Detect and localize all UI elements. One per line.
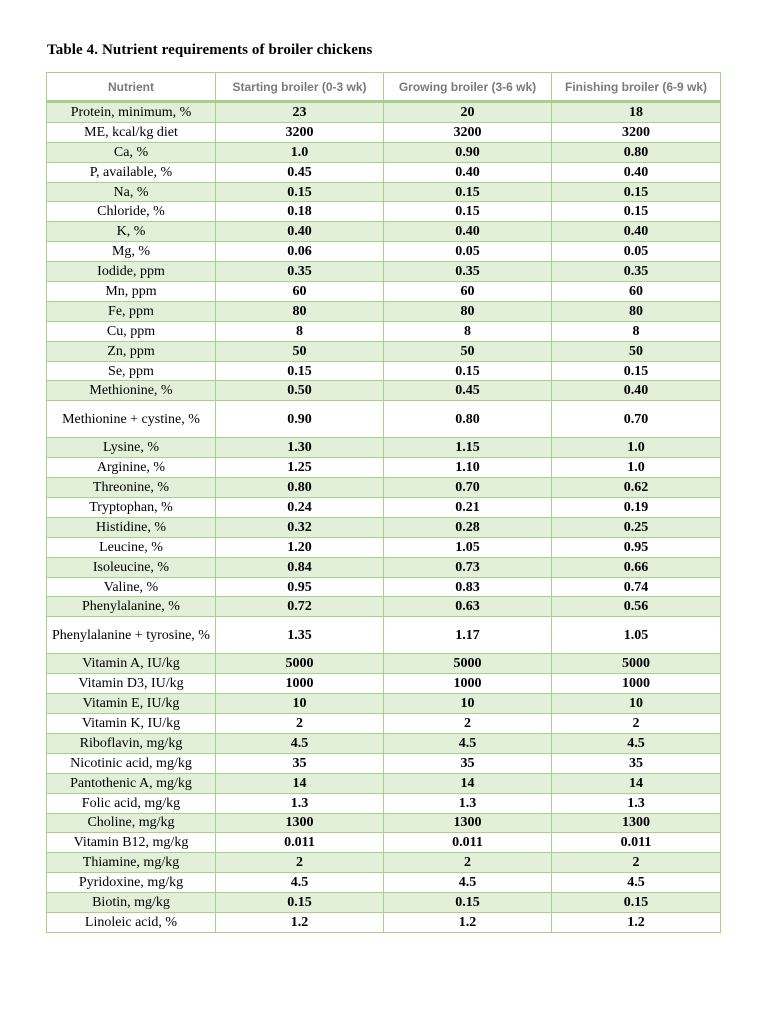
- nutrient-cell: Thiamine, mg/kg: [47, 853, 216, 873]
- starting-value: 0.32: [216, 517, 384, 537]
- table-row: [47, 773, 721, 793]
- starting-value: 1.2: [216, 912, 384, 932]
- starting-value: 0.35: [216, 262, 384, 282]
- growing-value: 0.28: [384, 517, 552, 537]
- finishing-value: 1.05: [552, 617, 721, 654]
- nutrient-cell: Chloride, %: [47, 202, 216, 222]
- growing-value: 8: [384, 321, 552, 341]
- nutrient-cell: Vitamin A, IU/kg: [47, 654, 216, 674]
- nutrient-cell: Cu, ppm: [47, 321, 216, 341]
- finishing-value: 0.15: [552, 361, 721, 381]
- nutrient-cell: Ca, %: [47, 142, 216, 162]
- header-finishing-broiler: Finishing broiler (6-9 wk): [552, 73, 721, 102]
- finishing-value: 0.011: [552, 833, 721, 853]
- starting-value: 0.84: [216, 557, 384, 577]
- nutrient-cell: Pantothenic A, mg/kg: [47, 773, 216, 793]
- nutrient-cell: Pyridoxine, mg/kg: [47, 873, 216, 893]
- nutrient-cell: Fe, ppm: [47, 301, 216, 321]
- table-row: [47, 301, 721, 321]
- growing-value: 0.80: [384, 401, 552, 438]
- table-row: [47, 853, 721, 873]
- growing-value: 0.70: [384, 478, 552, 498]
- nutrient-cell: Phenylalanine, %: [47, 597, 216, 617]
- nutrient-cell: Vitamin B12, mg/kg: [47, 833, 216, 853]
- table-row: [47, 222, 721, 242]
- finishing-value: 0.70: [552, 401, 721, 438]
- starting-value: 1.20: [216, 537, 384, 557]
- table-row: [47, 597, 721, 617]
- growing-value: 1000: [384, 674, 552, 694]
- starting-value: 5000: [216, 654, 384, 674]
- starting-value: 0.011: [216, 833, 384, 853]
- nutrient-cell: Mn, ppm: [47, 282, 216, 302]
- starting-value: 10: [216, 694, 384, 714]
- starting-value: 1.25: [216, 458, 384, 478]
- starting-value: 2: [216, 714, 384, 734]
- growing-value: 1300: [384, 813, 552, 833]
- growing-value: 0.15: [384, 202, 552, 222]
- finishing-value: 1.0: [552, 438, 721, 458]
- table-row: [47, 162, 721, 182]
- table-row: [47, 381, 721, 401]
- growing-value: 1.05: [384, 537, 552, 557]
- finishing-value: 35: [552, 753, 721, 773]
- starting-value: 4.5: [216, 873, 384, 893]
- nutrient-cell: Methionine, %: [47, 381, 216, 401]
- growing-value: 0.40: [384, 162, 552, 182]
- growing-value: 0.15: [384, 893, 552, 913]
- finishing-value: 0.35: [552, 262, 721, 282]
- table-row: [47, 282, 721, 302]
- finishing-value: 18: [552, 102, 721, 123]
- growing-value: 1.15: [384, 438, 552, 458]
- starting-value: 1.30: [216, 438, 384, 458]
- starting-value: 1000: [216, 674, 384, 694]
- growing-value: 4.5: [384, 873, 552, 893]
- table-row: [47, 182, 721, 202]
- nutrient-cell: K, %: [47, 222, 216, 242]
- finishing-value: 0.95: [552, 537, 721, 557]
- nutrient-cell: Leucine, %: [47, 537, 216, 557]
- starting-value: 60: [216, 282, 384, 302]
- growing-value: 0.40: [384, 222, 552, 242]
- growing-value: 4.5: [384, 733, 552, 753]
- table-row: [47, 142, 721, 162]
- header-growing-broiler: Growing broiler (3-6 wk): [384, 73, 552, 102]
- starting-value: 0.06: [216, 242, 384, 262]
- starting-value: 23: [216, 102, 384, 123]
- nutrient-cell: Vitamin K, IU/kg: [47, 714, 216, 734]
- finishing-value: 1.0: [552, 458, 721, 478]
- finishing-value: 0.15: [552, 182, 721, 202]
- finishing-value: 0.66: [552, 557, 721, 577]
- nutrient-cell: Isoleucine, %: [47, 557, 216, 577]
- table-row: [47, 813, 721, 833]
- finishing-value: 1300: [552, 813, 721, 833]
- finishing-value: 0.56: [552, 597, 721, 617]
- finishing-value: 0.15: [552, 893, 721, 913]
- table-row: [47, 557, 721, 577]
- nutrient-cell: Histidine, %: [47, 517, 216, 537]
- nutrient-cell: Biotin, mg/kg: [47, 893, 216, 913]
- table-header: [47, 73, 721, 102]
- starting-value: 3200: [216, 122, 384, 142]
- finishing-value: 3200: [552, 122, 721, 142]
- nutrient-cell: ME, kcal/kg diet: [47, 122, 216, 142]
- nutrient-cell: Tryptophan, %: [47, 498, 216, 518]
- table-row: [47, 517, 721, 537]
- starting-value: 0.18: [216, 202, 384, 222]
- starting-value: 0.90: [216, 401, 384, 438]
- finishing-value: 1000: [552, 674, 721, 694]
- finishing-value: 1.3: [552, 793, 721, 813]
- table-row: [47, 753, 721, 773]
- starting-value: 1300: [216, 813, 384, 833]
- table-row: [47, 674, 721, 694]
- table-row: [47, 321, 721, 341]
- growing-value: 1.3: [384, 793, 552, 813]
- table-row: [47, 478, 721, 498]
- growing-value: 50: [384, 341, 552, 361]
- table-row: [47, 793, 721, 813]
- growing-value: 0.15: [384, 361, 552, 381]
- nutrient-requirements-table: [46, 72, 721, 933]
- nutrient-cell: Vitamin D3, IU/kg: [47, 674, 216, 694]
- growing-value: 3200: [384, 122, 552, 142]
- nutrient-cell: Protein, minimum, %: [47, 102, 216, 123]
- table-caption: Table 4. Nutrient requirements of broiler chickens: [47, 42, 373, 58]
- finishing-value: 0.40: [552, 381, 721, 401]
- table-row: [47, 361, 721, 381]
- finishing-value: 0.74: [552, 577, 721, 597]
- starting-value: 0.15: [216, 361, 384, 381]
- growing-value: 0.011: [384, 833, 552, 853]
- table-body: [47, 102, 721, 933]
- growing-value: 2: [384, 853, 552, 873]
- nutrient-cell: Riboflavin, mg/kg: [47, 733, 216, 753]
- finishing-value: 0.15: [552, 202, 721, 222]
- nutrient-cell: Linoleic acid, %: [47, 912, 216, 932]
- nutrient-cell: Iodide, ppm: [47, 262, 216, 282]
- nutrient-cell: Nicotinic acid, mg/kg: [47, 753, 216, 773]
- table-row: [47, 262, 721, 282]
- table-row: [47, 912, 721, 932]
- starting-value: 0.45: [216, 162, 384, 182]
- growing-value: 0.90: [384, 142, 552, 162]
- table-row: [47, 202, 721, 222]
- growing-value: 80: [384, 301, 552, 321]
- growing-value: 60: [384, 282, 552, 302]
- finishing-value: 0.62: [552, 478, 721, 498]
- table-row: [47, 537, 721, 557]
- table-row: [47, 122, 721, 142]
- finishing-value: 2: [552, 714, 721, 734]
- finishing-value: 4.5: [552, 873, 721, 893]
- growing-value: 0.73: [384, 557, 552, 577]
- table-row: [47, 438, 721, 458]
- nutrient-cell: P, available, %: [47, 162, 216, 182]
- table-row: [47, 714, 721, 734]
- starting-value: 0.72: [216, 597, 384, 617]
- nutrient-cell: Threonine, %: [47, 478, 216, 498]
- starting-value: 14: [216, 773, 384, 793]
- growing-value: 1.2: [384, 912, 552, 932]
- table-row: [47, 893, 721, 913]
- nutrient-cell: Phenylalanine + tyrosine, %: [47, 617, 216, 654]
- finishing-value: 0.25: [552, 517, 721, 537]
- finishing-value: 4.5: [552, 733, 721, 753]
- starting-value: 1.0: [216, 142, 384, 162]
- finishing-value: 0.05: [552, 242, 721, 262]
- finishing-value: 8: [552, 321, 721, 341]
- table-row: [47, 498, 721, 518]
- nutrient-cell: Methionine + cystine, %: [47, 401, 216, 438]
- growing-value: 0.15: [384, 182, 552, 202]
- nutrient-cell: Mg, %: [47, 242, 216, 262]
- growing-value: 1.10: [384, 458, 552, 478]
- table-row: [47, 833, 721, 853]
- finishing-value: 50: [552, 341, 721, 361]
- nutrient-cell: Valine, %: [47, 577, 216, 597]
- growing-value: 0.45: [384, 381, 552, 401]
- table-row: [47, 401, 721, 438]
- growing-value: 0.83: [384, 577, 552, 597]
- starting-value: 0.24: [216, 498, 384, 518]
- growing-value: 0.05: [384, 242, 552, 262]
- table-row: [47, 873, 721, 893]
- nutrient-cell: Choline, mg/kg: [47, 813, 216, 833]
- growing-value: 35: [384, 753, 552, 773]
- finishing-value: 0.80: [552, 142, 721, 162]
- finishing-value: 60: [552, 282, 721, 302]
- header-row: [47, 73, 721, 102]
- table-row: [47, 102, 721, 123]
- header-nutrient: Nutrient: [47, 73, 216, 102]
- header-starting-broiler: Starting broiler (0-3 wk): [216, 73, 384, 102]
- finishing-value: 1.2: [552, 912, 721, 932]
- nutrient-cell: Arginine, %: [47, 458, 216, 478]
- starting-value: 2: [216, 853, 384, 873]
- starting-value: 1.3: [216, 793, 384, 813]
- finishing-value: 14: [552, 773, 721, 793]
- growing-value: 0.63: [384, 597, 552, 617]
- growing-value: 2: [384, 714, 552, 734]
- starting-value: 35: [216, 753, 384, 773]
- nutrient-cell: Lysine, %: [47, 438, 216, 458]
- finishing-value: 0.40: [552, 162, 721, 182]
- finishing-value: 10: [552, 694, 721, 714]
- starting-value: 1.35: [216, 617, 384, 654]
- nutrient-cell: Folic acid, mg/kg: [47, 793, 216, 813]
- starting-value: 50: [216, 341, 384, 361]
- growing-value: 1.17: [384, 617, 552, 654]
- nutrient-cell: Na, %: [47, 182, 216, 202]
- growing-value: 14: [384, 773, 552, 793]
- starting-value: 8: [216, 321, 384, 341]
- starting-value: 0.80: [216, 478, 384, 498]
- nutrient-cell: Vitamin E, IU/kg: [47, 694, 216, 714]
- table-row: [47, 577, 721, 597]
- table-row: [47, 617, 721, 654]
- nutrient-cell: Se, ppm: [47, 361, 216, 381]
- table-row: [47, 654, 721, 674]
- finishing-value: 2: [552, 853, 721, 873]
- finishing-value: 80: [552, 301, 721, 321]
- nutrient-cell: Zn, ppm: [47, 341, 216, 361]
- growing-value: 0.35: [384, 262, 552, 282]
- starting-value: 0.15: [216, 893, 384, 913]
- starting-value: 80: [216, 301, 384, 321]
- table-row: [47, 341, 721, 361]
- starting-value: 0.95: [216, 577, 384, 597]
- starting-value: 0.50: [216, 381, 384, 401]
- finishing-value: 5000: [552, 654, 721, 674]
- table-row: [47, 242, 721, 262]
- starting-value: 0.40: [216, 222, 384, 242]
- table-row: [47, 694, 721, 714]
- growing-value: 5000: [384, 654, 552, 674]
- table-row: [47, 733, 721, 753]
- starting-value: 4.5: [216, 733, 384, 753]
- growing-value: 20: [384, 102, 552, 123]
- finishing-value: 0.40: [552, 222, 721, 242]
- table-row: [47, 458, 721, 478]
- growing-value: 10: [384, 694, 552, 714]
- growing-value: 0.21: [384, 498, 552, 518]
- starting-value: 0.15: [216, 182, 384, 202]
- finishing-value: 0.19: [552, 498, 721, 518]
